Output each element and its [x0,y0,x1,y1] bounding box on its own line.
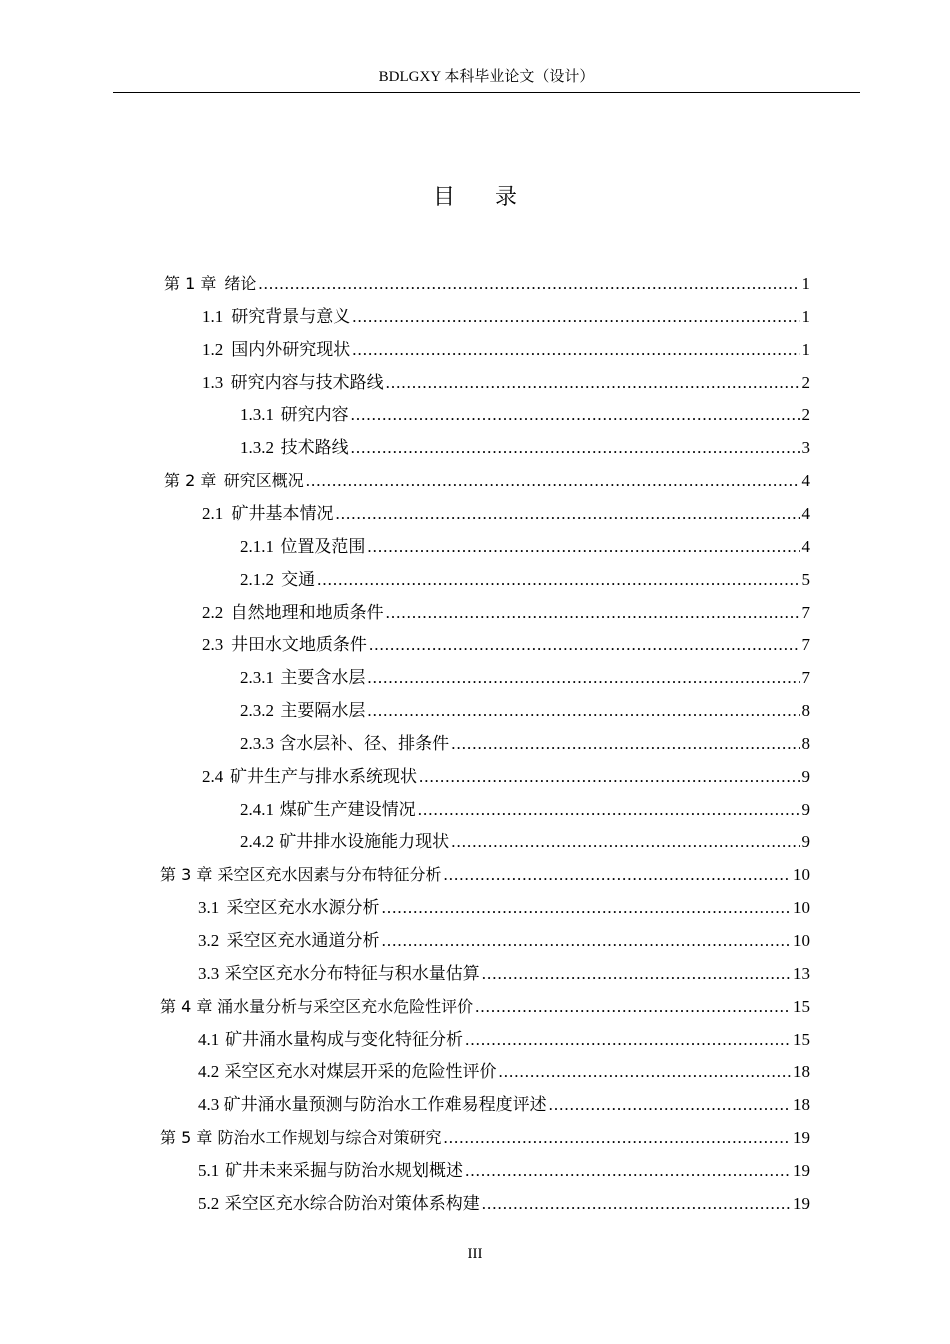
toc-entry-title: 研究背景与意义 [231,307,351,326]
toc-entry-number: 1.3 [202,373,224,392]
toc-entry-title: 涌水量分析与采空区充水危险性评价 [217,997,474,1016]
toc-entry-number: 5.2 [198,1194,220,1213]
toc-entry-page: 7 [801,668,810,687]
toc-leader-dots [451,728,799,760]
toc-entry[interactable] [240,794,810,826]
toc-entry-page: 1 [801,307,810,326]
toc-entry-number: 第 1 章 [164,274,217,293]
toc-entry[interactable] [198,1089,810,1121]
toc-entry[interactable] [240,531,810,563]
toc-entry-page: 10 [793,931,810,950]
toc-leader-dots [352,334,799,366]
toc-entry-number: 2.3.1 [240,668,274,687]
toc-leader-dots [386,597,800,629]
toc-entry-title: 采空区充水通道分析 [226,931,380,950]
toc-entry[interactable] [240,399,810,431]
toc-entry-number: 2.2 [202,603,224,622]
toc-entry-title: 主要隔水层 [280,701,366,720]
toc-entry-title: 防治水工作规划与综合对策研究 [217,1128,442,1147]
toc-entry-page: 19 [793,1161,810,1180]
toc-entry-number: 2.1.1 [240,537,274,556]
toc-leader-dots [382,925,791,957]
toc-leader-dots [317,564,799,596]
toc-leader-dots [352,301,799,333]
toc-entry[interactable] [164,465,810,497]
toc-leader-dots [444,859,791,891]
toc-entry-page: 9 [801,767,810,786]
toc-entry-title: 矿井涌水量预测与防治水工作难易程度评述 [223,1095,547,1114]
toc-entry-title: 煤矿生产建设情况 [279,800,416,819]
toc-leader-dots [258,268,799,300]
toc-entry-title: 矿井生产与排水系统现状 [230,767,418,786]
toc-entry[interactable] [160,859,810,891]
toc-entry[interactable] [240,826,810,858]
toc-entry[interactable] [198,1056,810,1088]
toc-entry-title: 技术路线 [280,438,349,457]
toc-entry-page: 19 [793,1128,810,1147]
toc-entry-title: 矿井排水设施能力现状 [279,832,450,851]
toc-entry[interactable] [240,662,810,694]
toc-leader-dots [336,498,800,530]
toc-entry-title: 交通 [281,570,316,589]
toc-entry[interactable] [198,958,810,990]
toc-entry-page: 8 [801,734,810,753]
toc-entry[interactable] [240,432,810,464]
toc-entry[interactable] [202,498,810,530]
toc-entry-number: 3.1 [198,898,220,917]
toc-entry-page: 8 [801,701,810,720]
toc-entry-page: 9 [801,800,810,819]
toc-entry-page: 15 [793,997,810,1016]
toc-leader-dots [482,1188,791,1220]
toc-entry-number: 2.4.1 [240,800,274,819]
toc-entry-number: 1.2 [202,340,224,359]
toc-entry-number: 2.1.2 [240,570,274,589]
toc-leader-dots [498,1056,791,1088]
toc-entry-title: 矿井基本情况 [231,504,334,523]
toc-leader-dots [418,794,800,826]
toc-entry-page: 3 [801,438,810,457]
toc-entry-title: 矿井涌水量构成与变化特征分析 [225,1030,464,1049]
toc-entry[interactable] [240,728,810,760]
toc-entry-page: 2 [801,373,810,392]
toc-entry-page: 4 [801,537,810,556]
toc-leader-dots [351,399,800,431]
toc-entry-number: 2.3.2 [240,701,274,720]
toc-entry[interactable] [198,892,810,924]
toc-entry-number: 2.1 [202,504,224,523]
toc-entry-number: 4.2 [198,1062,220,1081]
page-number: III [467,1246,483,1262]
toc-entry[interactable] [198,1155,810,1187]
toc-entry-number: 2.3.3 [240,734,274,753]
toc-leader-dots [369,629,800,661]
toc-entry-number: 5.1 [198,1161,220,1180]
toc-entry-page: 4 [801,504,810,523]
toc-entry[interactable] [198,1188,810,1220]
toc-leader-dots [444,1122,791,1154]
toc-entry-number: 3.2 [198,931,220,950]
toc-leader-dots [367,662,799,694]
toc-entry[interactable] [240,564,810,596]
toc-entry-page: 10 [793,865,810,884]
toc-entry[interactable] [164,268,810,300]
toc-entry-page: 1 [801,340,810,359]
toc-entry[interactable] [202,367,810,399]
toc-leader-dots [367,531,799,563]
toc-entry-number: 第 3 章 [160,865,213,884]
toc-entry-title: 含水层补、径、排条件 [279,734,450,753]
toc-entry-title: 井田水文地质条件 [230,635,367,654]
toc-entry-page: 7 [801,635,810,654]
header-text: BDLGXY 本科毕业论文（设计） [378,69,595,85]
toc-entry[interactable] [202,761,810,793]
toc-entry-number: 2.3 [202,635,224,654]
toc-entry-title: 研究内容与技术路线 [230,373,384,392]
toc-entry[interactable] [202,334,810,366]
toc-entry[interactable] [202,597,810,629]
toc-entry-page: 5 [801,570,810,589]
page-title: 目录 [432,184,557,209]
toc-entry-title: 采空区充水对煤层开采的危险性评价 [224,1062,497,1081]
toc-entry-page: 18 [793,1095,810,1114]
toc-entry-page: 13 [793,964,810,983]
toc-entry-title: 主要含水层 [280,668,366,687]
toc-entry-number: 1.3.1 [240,405,274,424]
toc-entry-title: 采空区充水因素与分布特征分析 [217,865,442,884]
toc-leader-dots [482,958,791,990]
toc-leader-dots [465,1155,791,1187]
toc-leader-dots [367,695,799,727]
toc-entry-page: 9 [801,832,810,851]
toc-entry[interactable] [202,301,810,333]
toc-entry-number: 1.1 [202,307,224,326]
toc-entry-title: 矿井未来采掘与防治水规划概述 [225,1161,464,1180]
toc-leader-dots [382,892,791,924]
toc-entry-number: 1.3.2 [240,438,274,457]
toc-entry[interactable] [198,1024,810,1056]
toc-leader-dots [306,465,800,497]
toc-leader-dots [419,761,799,793]
toc-leader-dots [451,826,799,858]
toc-entry-title: 位置及范围 [280,537,366,556]
toc-entry-title: 采空区充水水源分析 [226,898,380,917]
toc-entry[interactable] [240,695,810,727]
toc-leader-dots [386,367,800,399]
page-header [113,66,860,93]
toc-entry-number: 第 4 章 [160,997,213,1016]
toc-entry-page: 4 [801,471,810,490]
toc-entry-number: 4.1 [198,1030,220,1049]
toc-entry-number: 4.3 [198,1095,220,1114]
toc-entry[interactable] [202,629,810,661]
toc-entry-number: 2.4.2 [240,832,274,851]
toc-entry-title: 采空区充水分布特征与积水量估算 [224,964,480,983]
toc-entry-title: 研究区概况 [223,471,304,490]
toc-entry-number: 第 2 章 [164,471,217,490]
toc-entry-number: 2.4 [202,767,224,786]
toc-entry-page: 2 [801,405,810,424]
toc-entry-title: 自然地理和地质条件 [230,603,384,622]
toc-entry[interactable] [198,925,810,957]
toc-entry[interactable] [160,991,810,1023]
toc-entry-page: 19 [793,1194,810,1213]
toc-entry-number: 第 5 章 [160,1128,213,1147]
toc-leader-dots [351,432,800,464]
toc-entry-page: 15 [793,1030,810,1049]
toc-entry-title: 采空区充水综合防治对策体系构建 [224,1194,480,1213]
toc-entry[interactable] [160,1122,810,1154]
toc-leader-dots [465,1024,791,1056]
toc-entry-title: 绪论 [224,274,257,293]
toc-entry-page: 7 [801,603,810,622]
toc-entry-page: 10 [793,898,810,917]
toc-entry-page: 1 [801,274,810,293]
toc-leader-dots [475,991,791,1023]
toc-entry-title: 研究内容 [280,405,349,424]
toc-entry-page: 18 [793,1062,810,1081]
toc-leader-dots [549,1089,791,1121]
toc-entry-number: 3.3 [198,964,220,983]
toc-entry-title: 国内外研究现状 [231,340,351,359]
